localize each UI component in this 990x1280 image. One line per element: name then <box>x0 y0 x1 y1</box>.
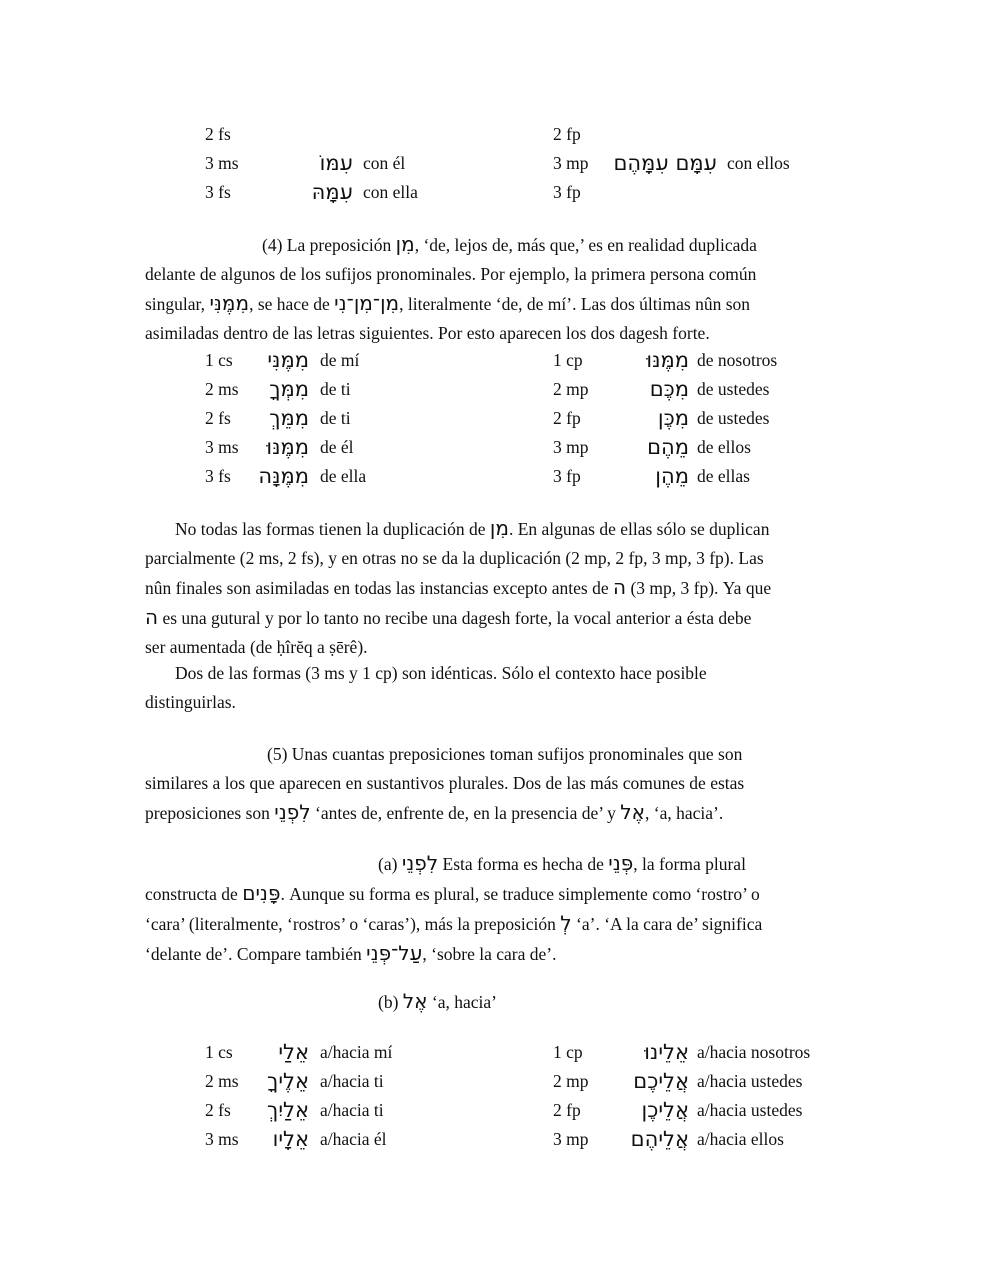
hebrew-form-left: מִמֶּנּוּ <box>266 435 309 459</box>
text: , ‘sobre la cara de’. <box>422 944 557 964</box>
row-label-right: 3 mp <box>553 1129 589 1149</box>
row-label-left: 2 fs <box>205 1100 231 1120</box>
table-row <box>205 1125 845 1154</box>
text: , literalmente ‘de, de mí’. Las dos últimas nûn son <box>399 294 751 314</box>
hebrew-form-right: מֵהֶם <box>647 435 689 459</box>
translation-right: a/hacia ustedes <box>697 1071 803 1091</box>
hebrew-form-left: מִמֶּנָּה <box>258 464 309 488</box>
translation-left: con ella <box>363 182 418 202</box>
text: ser aumentada (de ḥîrĕq a ṣērê). <box>145 637 368 657</box>
table-row <box>205 178 845 207</box>
row-label-left: 3 fs <box>205 466 231 486</box>
text: nûn finales son asimiladas en todas las instancias excepto antes de <box>145 578 613 598</box>
translation-left: de ella <box>320 466 367 486</box>
row-label-right: 3 fp <box>553 466 581 486</box>
text: ‘antes de, enfrente de, en la presencia de’ y <box>310 803 621 823</box>
text: delante de algunos de los sufijos pronominales. Por ejemplo, la primera persona común <box>145 264 757 284</box>
section-5b-heading <box>145 987 845 1017</box>
text: es una gutural y por lo tanto no recibe una dagesh forte, la vocal anterior a ésta debe <box>158 608 752 628</box>
hebrew-form-left: מִמֵּךְ <box>269 406 309 430</box>
hebrew-min: מִן <box>395 232 415 256</box>
hebrew-form-left: אֵלַי <box>278 1040 309 1064</box>
row-label-left: 3 ms <box>205 153 239 173</box>
translation-left: de mí <box>320 350 360 370</box>
row-label-left: 3 fs <box>205 182 231 202</box>
hebrew-form-left: אֵלֶיךָ <box>267 1069 309 1093</box>
translation-left: con él <box>363 153 406 173</box>
table-row <box>205 346 845 375</box>
translation-right: con ellos <box>727 153 790 173</box>
translation-right: de ellos <box>697 437 751 457</box>
row-label-left: 3 ms <box>205 1129 239 1149</box>
hebrew-form-right: מִכֶּן <box>657 406 689 430</box>
row-label-right: 3 mp <box>553 437 589 457</box>
translation-right: de ustedes <box>697 379 770 399</box>
text: preposiciones son <box>145 803 275 823</box>
row-label-right: 2 fp <box>553 1100 581 1120</box>
identical-forms-paragraph <box>145 659 845 717</box>
hebrew-form-right: מִמֶּנּוּ <box>646 348 689 372</box>
text: ‘cara’ (literalmente, ‘rostros’ o ‘caras’), más la preposición <box>145 914 561 934</box>
text: (5) Unas cuantas preposiciones toman sufijos pronominales que son <box>267 744 743 764</box>
hebrew-form-right: עִמָּם עִמָּהֶם <box>613 151 717 175</box>
translation-left: de ti <box>320 379 351 399</box>
text: ‘a’. ‘A la cara de’ significa <box>571 914 763 934</box>
row-label-left: 1 cs <box>205 350 233 370</box>
hebrew-he: ה <box>613 575 627 599</box>
row-label-right: 3 fp <box>553 182 581 202</box>
text: . Aunque su forma es plural, se traduce simplemente como ‘rostro’ o <box>280 884 760 904</box>
translation-left: a/hacia ti <box>320 1100 384 1120</box>
text: , ‘a, hacia’. <box>645 803 724 823</box>
hebrew-form-right: אֲלֵיכֶן <box>641 1098 689 1122</box>
table-row <box>205 1096 845 1125</box>
row-label-right: 1 cp <box>553 350 583 370</box>
hebrew-form-right: מֵהֶן <box>655 464 689 488</box>
hebrew-form-left: עִמָּהּ <box>311 180 353 204</box>
table-row <box>205 375 845 404</box>
row-label-left: 2 fs <box>205 408 231 428</box>
hebrew-form-left: מִמְּךָ <box>269 377 309 401</box>
table-row <box>205 149 845 178</box>
translation-right: a/hacia ellos <box>697 1129 784 1149</box>
hebrew-form-right: אֲלֵיכֶם <box>633 1069 689 1093</box>
hebrew-min-min-ni: מִן־מִן־נִי <box>334 291 400 315</box>
row-label-right: 2 mp <box>553 379 589 399</box>
section-5a-paragraph <box>145 849 845 969</box>
row-label-right: 3 mp <box>553 153 589 173</box>
translation-right: a/hacia ustedes <box>697 1100 803 1120</box>
translation-right: de nosotros <box>697 350 778 370</box>
text: similares a los que aparecen en sustantivos plurales. Dos de las más comunes de estas <box>145 773 745 793</box>
hebrew-form-right: אֲלֵיהֶם <box>630 1127 689 1151</box>
translation-left: de ti <box>320 408 351 428</box>
hebrew-form-right: אֵלֵינוּ <box>644 1040 689 1064</box>
row-label-left: 1 cs <box>205 1042 233 1062</box>
hebrew-el: אֶל <box>402 989 428 1013</box>
row-label-right: 1 cp <box>553 1042 583 1062</box>
text: , se hace de <box>249 294 335 314</box>
row-label-left: 2 ms <box>205 379 239 399</box>
hebrew-form-left: אֵלַיִךְ <box>267 1098 309 1122</box>
hebrew-pene: פְּנֵי <box>608 851 634 875</box>
hebrew-form-right: מִכֶּם <box>649 377 689 401</box>
table-row <box>205 404 845 433</box>
hebrew-le: לְ <box>560 911 572 935</box>
hebrew-mimmenni: מִמֶּנִּי <box>209 291 250 315</box>
table-row <box>205 462 845 491</box>
duplication-paragraph <box>145 514 845 662</box>
hebrew-panim: פָּנִים <box>242 881 281 905</box>
table-row <box>205 120 845 149</box>
translation-left: de él <box>320 437 354 457</box>
text: No todas las formas tienen la duplicación de <box>175 519 490 539</box>
hebrew-lifne: לִפְנֵי <box>401 851 439 875</box>
row-label-right: 2 fp <box>553 124 581 144</box>
text: constructa de <box>145 884 243 904</box>
translation-right: de ustedes <box>697 408 770 428</box>
table-row <box>205 1067 845 1096</box>
text: parcialmente (2 ms, 2 fs), y en otras no se da la duplicación (2 mp, 2 fp, 3 mp, 3 fp). Las <box>145 548 764 568</box>
row-label-right: 2 mp <box>553 1071 589 1091</box>
translation-left: a/hacia mí <box>320 1042 393 1062</box>
text: Dos de las formas (3 ms y 1 cp) son idénticas. Sólo el contexto hace posible <box>175 663 707 683</box>
text: ‘delante de’. Compare también <box>145 944 367 964</box>
hebrew-el: אֶל <box>620 800 646 824</box>
hebrew-lifne: לִפְנֵי <box>274 800 311 824</box>
text: , ‘de, lejos de, más que,’ es en realidad duplicada <box>414 235 757 255</box>
row-label-left: 2 fs <box>205 124 231 144</box>
text: Esta forma es hecha de <box>438 854 609 874</box>
text: asimiladas dentro de las letras siguientes. Por esto aparecen los dos dagesh forte. <box>145 323 710 343</box>
section-5-paragraph <box>145 740 845 828</box>
hebrew-he: ה <box>145 605 159 629</box>
text: (a) <box>378 854 402 874</box>
hebrew-al-pene: עַל־פְּנֵי <box>366 941 423 965</box>
translation-right: de ellas <box>697 466 750 486</box>
text: (b) <box>378 992 403 1012</box>
table-row <box>205 433 845 462</box>
text: . En algunas de ellas sólo se duplican <box>508 519 770 539</box>
text: (4) La preposición <box>262 235 396 255</box>
hebrew-form-left: מִמֶּנִּי <box>267 348 309 372</box>
section-4-paragraph <box>145 230 845 348</box>
text: ‘a, hacia’ <box>427 992 497 1012</box>
text: (3 mp, 3 fp). Ya que <box>626 578 772 598</box>
hebrew-min: מִן <box>489 516 509 540</box>
translation-left: a/hacia él <box>320 1129 387 1149</box>
hebrew-form-left: עִמּוֹ <box>319 151 353 175</box>
row-label-left: 3 ms <box>205 437 239 457</box>
text: distinguirlas. <box>145 692 236 712</box>
row-label-right: 2 fp <box>553 408 581 428</box>
table-row <box>205 1038 845 1067</box>
text: , la forma plural <box>633 854 746 874</box>
row-label-left: 2 ms <box>205 1071 239 1091</box>
translation-right: a/hacia nosotros <box>697 1042 811 1062</box>
text: singular, <box>145 294 210 314</box>
hebrew-form-left: אֵלָיו <box>272 1127 309 1151</box>
translation-left: a/hacia ti <box>320 1071 384 1091</box>
